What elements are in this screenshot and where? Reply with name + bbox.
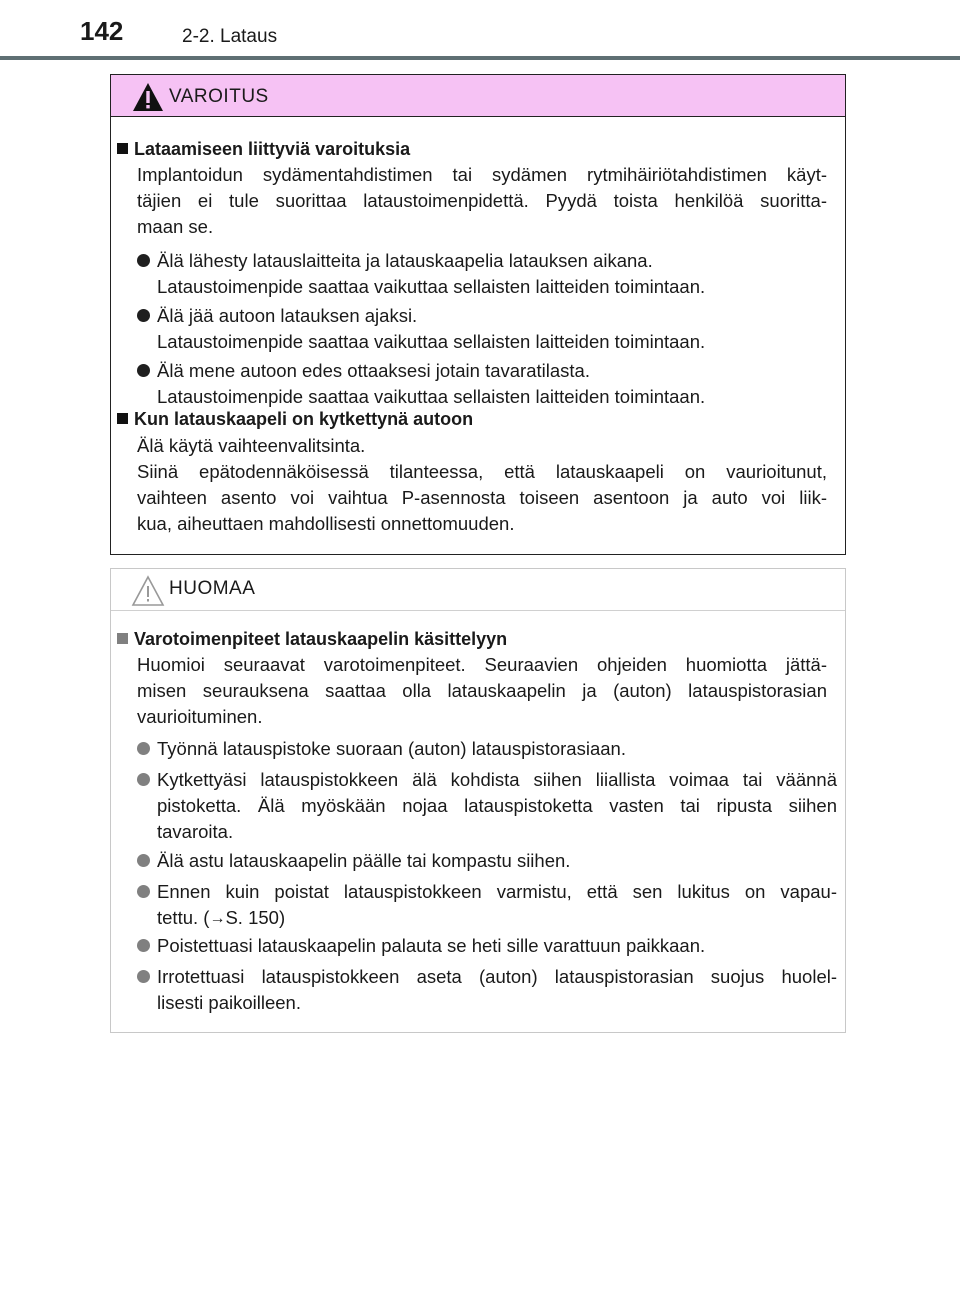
bullet-dot-icon bbox=[137, 885, 150, 898]
bullet-dot-icon bbox=[137, 970, 150, 983]
bullet-dot-icon bbox=[137, 254, 150, 267]
warning-triangle-icon bbox=[131, 81, 165, 113]
notice-box bbox=[110, 568, 846, 1033]
list-item: Älä astu latauskaapelin päälle tai kompastu siihen. bbox=[137, 848, 837, 874]
page-header bbox=[0, 0, 960, 60]
warning-header bbox=[111, 75, 845, 117]
notice-section-text: Huomioi seuraavat varotoimenpiteet. Seuraavien ohjeiden huomiotta jättä- misen seurauksena saattaa olla latauskaapelin ja (auton) latauspistorasian vaurioituminen. bbox=[137, 654, 827, 727]
notice-header bbox=[111, 569, 845, 611]
list-item: Älä lähesty latauslaitteita ja latauskaapelia latauksen aikana. Lataustoimenpide saattaa vaikuttaa sellaisten laitteiden toimintaan. bbox=[137, 248, 837, 300]
bullet-dot-icon bbox=[137, 309, 150, 322]
square-bullet-icon bbox=[117, 143, 128, 154]
arrow-right-icon: → bbox=[209, 910, 226, 927]
warning-box bbox=[110, 74, 846, 555]
chapter-title: 2-2. Lataus bbox=[182, 26, 278, 47]
list-item: Työnnä latauspistoke suoraan (auton) latauspistorasiaan. bbox=[137, 736, 837, 762]
list-item: Ennen kuin poistat latauspistokkeen varmistu, että sen lukitus on vapau- tettu. (→S. 150) bbox=[137, 879, 837, 932]
notice-section-heading: Varotoimenpiteet latauskaapelin käsittelyyn bbox=[111, 626, 507, 652]
notice-title: HUOMAA bbox=[169, 578, 256, 599]
bullet-dot-icon bbox=[137, 773, 150, 786]
bullet-dot-icon bbox=[137, 742, 150, 755]
warning-section-text: Implantoidun sydämentahdistimen tai sydämen rytmihäiriötahdistimen käyt- täjien ei tule suorittaa lataustoimenpidettä. Pyydä toista henkilöä suoritta- maan se. bbox=[137, 164, 827, 237]
bullet-dot-icon bbox=[137, 939, 150, 952]
warning-section-text: Älä käytä vaihteenvalitsinta. Siinä epätodennäköisessä tilanteessa, että latauskaapeli on vaurioitunut, vaihteen asento voi vaihtua P-asennosta toiseen asentoon ja auto voi liik- kua, aiheuttaen mahdollisesti onnettomuuden. bbox=[137, 435, 827, 534]
page-reference: tettu. (→S. 150) bbox=[157, 907, 286, 928]
square-bullet-icon bbox=[117, 633, 128, 644]
list-item: Älä mene autoon edes ottaaksesi jotain tavaratilasta. Lataustoimenpide saattaa vaikuttaa sellaisten laitteiden toimintaan. bbox=[137, 358, 837, 410]
list-item: Irrotettuasi latauspistokkeen aseta (auton) latauspistorasian suojus huolel- lisesti paikoilleen. bbox=[137, 964, 837, 1016]
warning-section-heading: Lataamiseen liittyviä varoituksia bbox=[111, 136, 410, 162]
bullet-dot-icon bbox=[137, 854, 150, 867]
list-item: Älä jää autoon latauksen ajaksi. Lataustoimenpide saattaa vaikuttaa sellaisten laitteiden toimintaan. bbox=[137, 303, 837, 355]
list-item: Kytkettyäsi latauspistokkeen älä kohdista siihen liiallista voimaa tai väännä pistoketta. Älä myöskään nojaa latauspistoketta vasten tai ripusta siihen tavaroita. bbox=[137, 767, 837, 845]
warning-title: VAROITUS bbox=[169, 86, 269, 107]
warning-section-heading: Kun latauskaapeli on kytkettynä autoon bbox=[111, 406, 473, 432]
list-item: Poistettuasi latauskaapelin palauta se heti sille varattuun paikkaan. bbox=[137, 933, 837, 959]
square-bullet-icon bbox=[117, 413, 128, 424]
bullet-dot-icon bbox=[137, 364, 150, 377]
header-rule bbox=[0, 56, 960, 60]
caution-triangle-icon bbox=[131, 575, 165, 607]
page-number: 142 bbox=[80, 16, 124, 46]
